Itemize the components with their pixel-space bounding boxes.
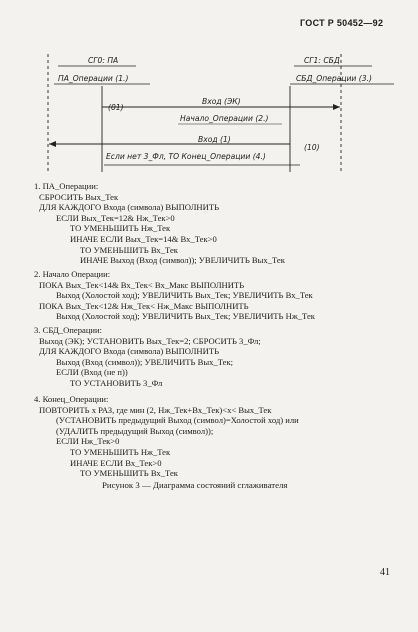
code-line: ТО УСТАНОВИТЬ 3_Фл <box>70 378 163 388</box>
msg1-action: Начало_Операции (2.) <box>180 114 269 123</box>
left-process: ПА_Операции (1.) <box>58 74 129 83</box>
section-heading: 3. СБД_Операции: <box>34 325 103 335</box>
msg2-action: Если нет 3_Фл, ТО Конец_Операции (4.) <box>106 152 266 161</box>
msg2-arrowhead <box>49 141 56 147</box>
code-line: ПОВТОРИТЬ x РАЗ, где мин (2, Нж_Тек+Вх_Тек)<x< Вых_Тек <box>39 404 272 415</box>
section-heading: 4. Конец_Операции: <box>34 394 109 404</box>
code-line: ТО УМЕНЬШИТЬ Вх_Тек <box>80 244 178 255</box>
code-line: (УСТАНОВИТЬ предыдущий Выход (символ)=Холостой ход) или <box>56 415 299 426</box>
msg1-arrowhead <box>333 104 340 110</box>
code-line: ИНАЧЕ ЕСЛИ Вых_Тек=14& Вх_Тек>0 <box>70 234 217 244</box>
right-title: СГ1: СБД <box>304 56 340 65</box>
code-line: СБРОСИТЬ Вых_Тек <box>39 191 119 202</box>
figure-caption: Рисунок 3 — Диаграмма состояний сглаживателя <box>102 480 288 490</box>
code-line: ПОКА Вых_Тек<12& Нж_Тек< Нж_Макс ВЫПОЛНИТЬ <box>39 300 249 311</box>
code-line: Выход (Холостой ход); УВЕЛИЧИТЬ Вых_Тек; УВЕЛИЧИТЬ Нж_Тек <box>56 311 315 322</box>
code-line: ЕСЛИ Вых_Тек=12& Нж_Тек>0 <box>56 212 175 223</box>
code-line: ИНАЧЕ ЕСЛИ Вх_Тек>0 <box>70 457 162 468</box>
page-number: 41 <box>380 567 390 578</box>
code-line: ДЛЯ КАЖДОГО Входа (символа) ВЫПОЛНИТЬ <box>39 346 220 357</box>
code-line: ТО УМЕНЬШИТЬ Нж_Тек <box>70 447 171 457</box>
code-line: Выход (Холостой ход); УВЕЛИЧИТЬ Вых_Тек; УВЕЛИЧИТЬ Вх_Тек <box>56 290 313 301</box>
standard-header: ГОСТ Р 50452—92 <box>300 18 384 28</box>
section-heading: 2. Начало Операции: <box>34 269 111 279</box>
code-line: ТО УМЕНЬШИТЬ Нж_Тек <box>70 223 171 234</box>
code-line: ПОКА Вых_Тек<14& Вх_Тек< Вх_Макс ВЫПОЛНИТЬ <box>39 279 245 290</box>
code-line: Выход (ЭК); УСТАНОВИТЬ Вых_Тек=2; СБРОСИТЬ 3_Фл; <box>39 335 261 346</box>
code-line: Выход (Вход (символ)); УВЕЛИЧИТЬ Вых_Тек; <box>56 356 234 367</box>
msg2-number: (10) <box>304 143 320 152</box>
code-line: ТО УМЕНЬШИТЬ Вх_Тек <box>80 468 178 479</box>
code-line: ЕСЛИ Нж_Тек>0 <box>56 436 120 447</box>
msg2-name: Вход (1) <box>198 135 231 144</box>
section-heading: 1. ПА_Операции: <box>34 181 99 191</box>
code-line: ДЛЯ КАЖДОГО Входа (символа) ВЫПОЛНИТЬ <box>39 202 220 213</box>
code-line: ИНАЧЕ Выход (Вход (символ)); УВЕЛИЧИТЬ Вых_Тек <box>80 255 285 266</box>
msg1-name: Вход (ЭК) <box>202 97 241 106</box>
code-line: (УДАЛИТЬ предыдущий Выход (символ)); <box>56 425 214 436</box>
left-title: СГ0: ПА <box>88 56 119 65</box>
msg1-number: (01) <box>108 103 124 112</box>
right-process: СБД_Операции (3.) <box>296 74 372 83</box>
code-line: ЕСЛИ (Вход (не п)) <box>56 367 128 378</box>
